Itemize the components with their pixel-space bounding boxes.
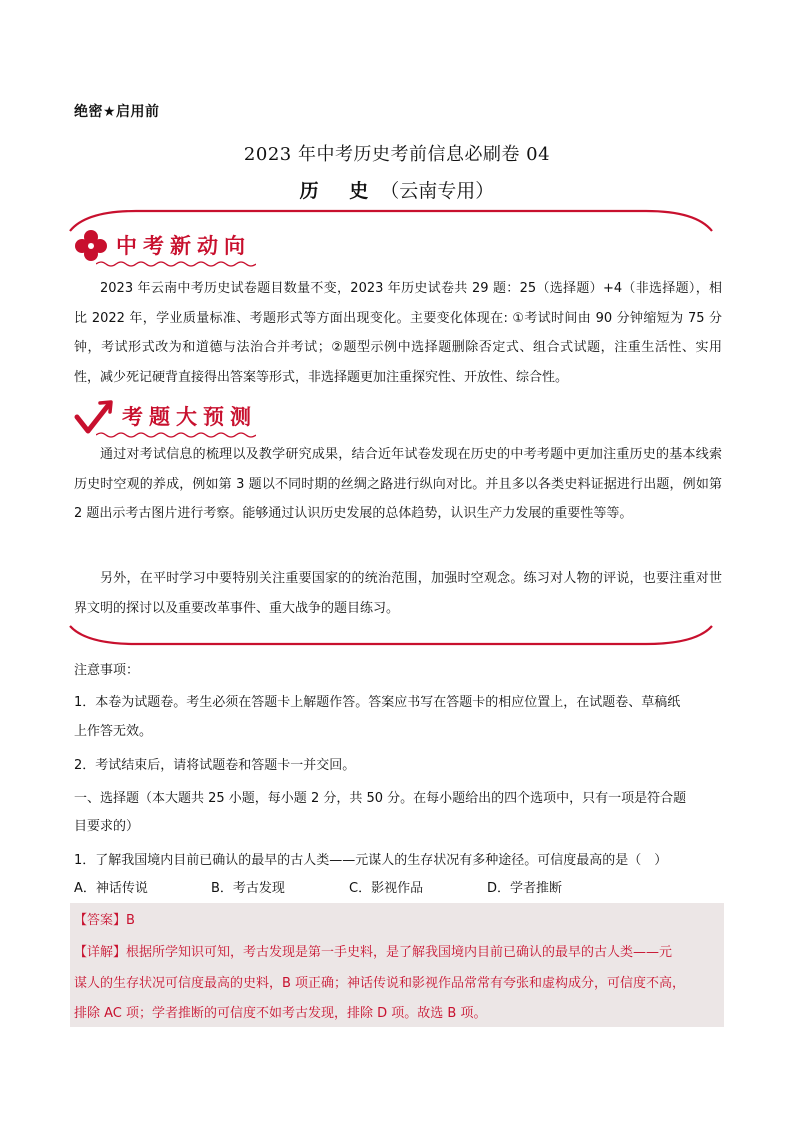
wavy-underline: [96, 260, 256, 268]
part1-line-1: 一、选择题（本大题共 25 小题，每小题 2 分，共 50 分。在每小题给出的四个选项中，只有一项是符合题: [74, 791, 687, 806]
subject-title: [0, 176, 794, 203]
note-item-1-line-1: 1．本卷为试题卷。考生必须在答题卡上解题作答。答案应书写在答题卡的相应位置上，在试题卷、草稿纸: [74, 695, 681, 710]
predict-banner: [74, 399, 294, 443]
subject-note: （云南专用）: [380, 180, 495, 202]
note-item-1-line-2: 上作答无效。: [74, 724, 153, 739]
detail-line-2: 谋人的生存状况可信度最高的史料，B 项正确；神话传说和影视作品常常有夸张和虚构成分，可信度不高，: [74, 976, 686, 991]
section-bottom-arc: [66, 622, 716, 648]
notes-title: 注意事项：: [74, 663, 140, 678]
predict-heading: 考题大预测: [122, 405, 257, 429]
answer-label: 【答案】: [74, 913, 127, 928]
trend-banner: [74, 226, 294, 270]
subject-name: 历 史: [299, 180, 381, 202]
answer-value: B: [126, 913, 135, 928]
part1-line-2: 目要求的）: [74, 819, 140, 834]
trend-heading: 中考新动向: [116, 234, 251, 258]
predict-paragraph-1: 通过对考试信息的梳理以及教学研究成果，结合近年试卷发现在历史的中考考题中更加注重历史的基本线索历史时空观的养成，例如第 3 题以不同时期的丝绸之路进行纵向对比。并且多以各类史料证据进行出题，例如第 2 题出示考古图片进行考察。能够通过认识历史发展的总体趋势，认识生产力发展的重要性等等。: [74, 447, 722, 521]
option-d: D．学者推断: [487, 881, 563, 896]
answer-line: [74, 905, 722, 936]
question-1-stem: 1．了解我国境内目前已确认的最早的古人类——元谋人的生存状况有多种途径。可信度最高的是（ ）: [74, 853, 668, 868]
trend-paragraph: 2023 年云南中考历史试卷题目数量不变，2023 年历史试卷共 29 题：25（选择题）+4（非选择题），相比 2022 年，学业质量标准、考题形式等方面出现变化。主要变化体现在: ①考试时间由 90 分钟缩短为 75 分钟，考试形式改为和道德与法治合并考试；②题型示例中选择题删除否定式、组合式试题，注重生活性、实用性，减少死记硬背直接得出答案等形式，非选择题更加注重探究性、开放性、综合性。: [74, 281, 722, 385]
note-item-2: 2．考试结束后，请将试题卷和答题卡一并交回。: [74, 758, 356, 773]
secret-label: 绝密★启用前: [74, 104, 160, 120]
option-c: C．影视作品: [349, 881, 424, 896]
option-a: A．神话传说: [74, 881, 148, 896]
detail-line-1: [74, 937, 722, 968]
wavy-underline: [96, 431, 256, 439]
predict-paragraph-2: 另外，在平时学习中要特别关注重要国家的的统治范围，加强时空观念。练习对人物的评说，也要注重对世界文明的探讨以及重要改革事件、重大战争的题目练习。: [74, 571, 722, 616]
option-b: B．考古发现: [211, 881, 285, 896]
detail-text-1: 根据所学知识可知，考古发现是第一手史料，是了解我国境内目前已确认的最早的古人类——元: [126, 945, 673, 960]
exam-title: 2023 年中考历史考前信息必刷卷 04: [243, 144, 551, 165]
detail-label: 【详解】: [74, 945, 127, 960]
detail-line-3: 排除 AC 项；学者推断的可信度不如考古发现，排除 D 项。故选 B 项。: [74, 1006, 487, 1021]
